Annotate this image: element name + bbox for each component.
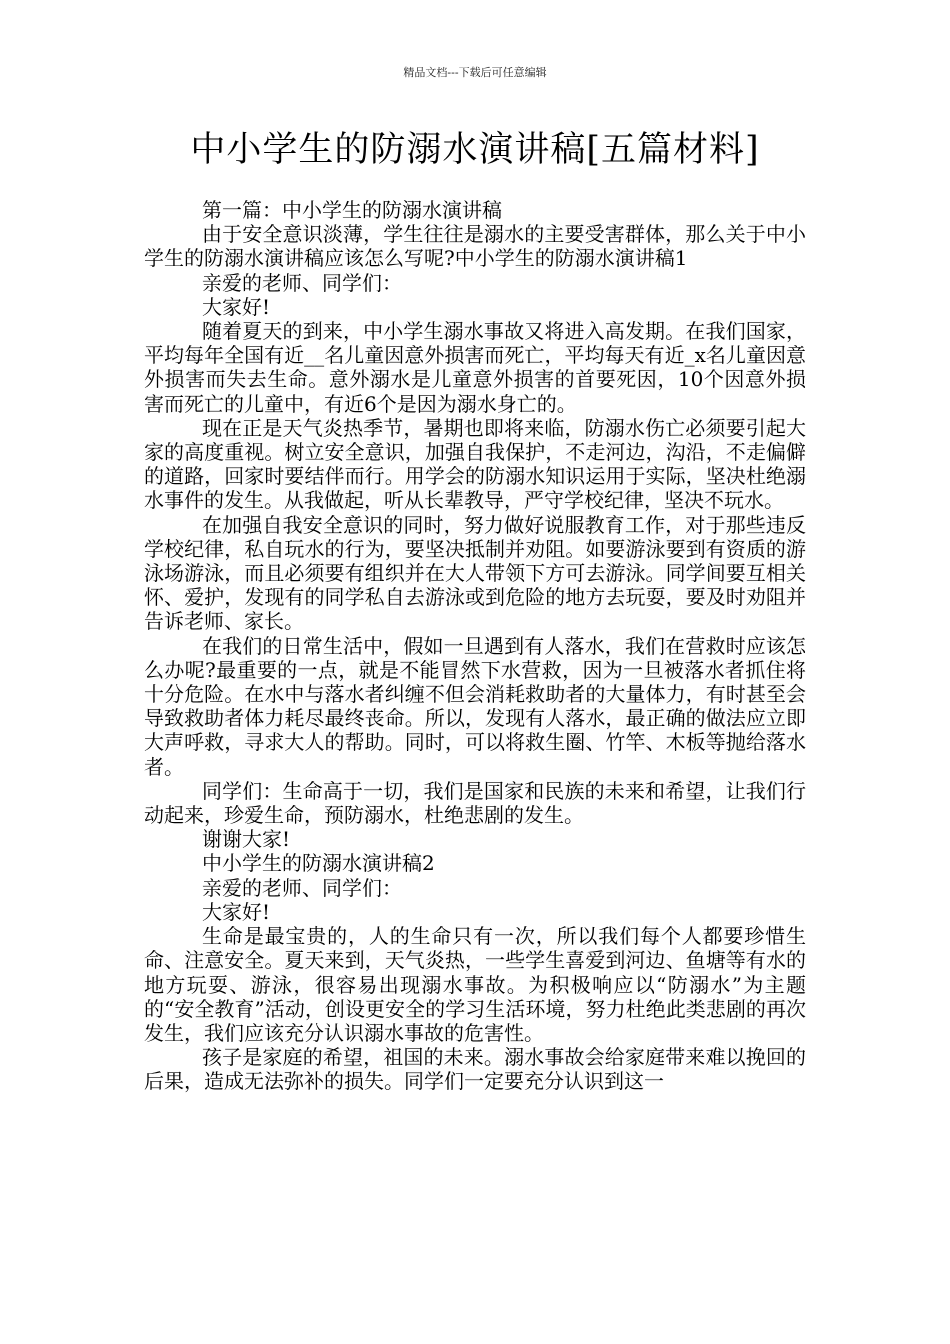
body-paragraph: 生命是最宝贵的，人的生命只有一次，所以我们每个人都要珍惜生命、注意安全。夏天来到，天气炎热，一些学生喜爱到河边、鱼塘等有水的地方玩耍、游泳，很容易出现溺水事故。为积极响应以“防溺水”为主题的“安全教育”活动，创设更安全的学习生活环境，努力杜绝此类悲剧的再次发生，我们应该充分认识溺水事故的危害性。	[144, 924, 806, 1045]
body-paragraph: 同学们：生命高于一切，我们是国家和民族的未来和希望，让我们行动起来，珍爱生命，预防溺水，杜绝悲剧的发生。	[144, 778, 806, 828]
body-paragraph: 随着夏天的到来，中小学生溺水事故又将进入高发期。在我们国家，平均每年全国有近__名儿童因意外损害而死亡，平均每天有近_x名儿童因意外损害而失去生命。意外溺水是儿童意外损害的首要死因，10个因意外损害而死亡的儿童中，有近6个是因为溺水身亡的。	[144, 319, 806, 416]
body-paragraph: 现在正是天气炎热季节，暑期也即将来临，防溺水伤亡必须要引起大家的高度重视。树立安全意识，加强自我保护，不走河边，沟沿，不走偏僻的道路，回家时要结伴而行。用学会的防溺水知识运用于实际，坚决杜绝溺水事件的发生。从我做起，听从长辈教导，严守学校纪律，坚决不玩水。	[144, 415, 806, 513]
intro-paragraph: 由于安全意识淡薄，学生往往是溺水的主要受害群体，那么关于中小学生的防溺水演讲稿应该怎么写呢?中小学生的防溺水演讲稿1	[144, 222, 806, 271]
body-paragraph: 在我们的日常生活中，假如一旦遇到有人落水，我们在营救时应该怎么办呢?最重要的一点，就是不能冒然下水营救，因为一旦被落水者抓住将十分危险。在水中与落水者纠缠不但会消耗救助者的大量体力，有时甚至会导致救助者体力耗尽最终丧命。所以，发现有人落水，最正确的做法应立即大声呼救，寻求大人的帮助。同时，可以将救生圈、竹竿、木板等抛给落水者。	[144, 633, 806, 779]
document-title: 中小学生的防溺水演讲稿[五篇材料]	[190, 130, 760, 170]
document-body	[144, 198, 806, 1094]
body-paragraph: 孩子是家庭的希望，祖国的未来。溺水事故会给家庭带来难以挽回的后果，造成无法弥补的损失。同学们一定要充分认识到这一	[144, 1045, 806, 1094]
greeting: 大家好!	[202, 294, 271, 319]
section-heading-1: 第一篇：中小学生的防溺水演讲稿	[202, 198, 502, 222]
body-paragraph: 在加强自我安全意识的同时，努力做好说服教育工作，对于那些违反学校纪律，私自玩水的行为，要坚决抵制并劝阻。如要游泳要到有资质的游泳场游泳，而且必须要有组织并在大人带领下方可去游泳。同学间要互相关怀、爱护，发现有的同学私自去游泳或到危险的地方去玩耍，要及时劝阻并告诉老师、家长。	[144, 512, 806, 634]
closing: 谢谢大家!	[202, 827, 291, 852]
salutation: 亲爱的老师、同学们：	[202, 270, 402, 295]
page-header-note: 精品文档---下载后可任意编辑	[403, 66, 547, 79]
section-heading-2: 中小学生的防溺水演讲稿2	[202, 851, 435, 876]
salutation: 亲爱的老师、同学们：	[202, 875, 402, 900]
greeting: 大家好!	[202, 899, 271, 924]
